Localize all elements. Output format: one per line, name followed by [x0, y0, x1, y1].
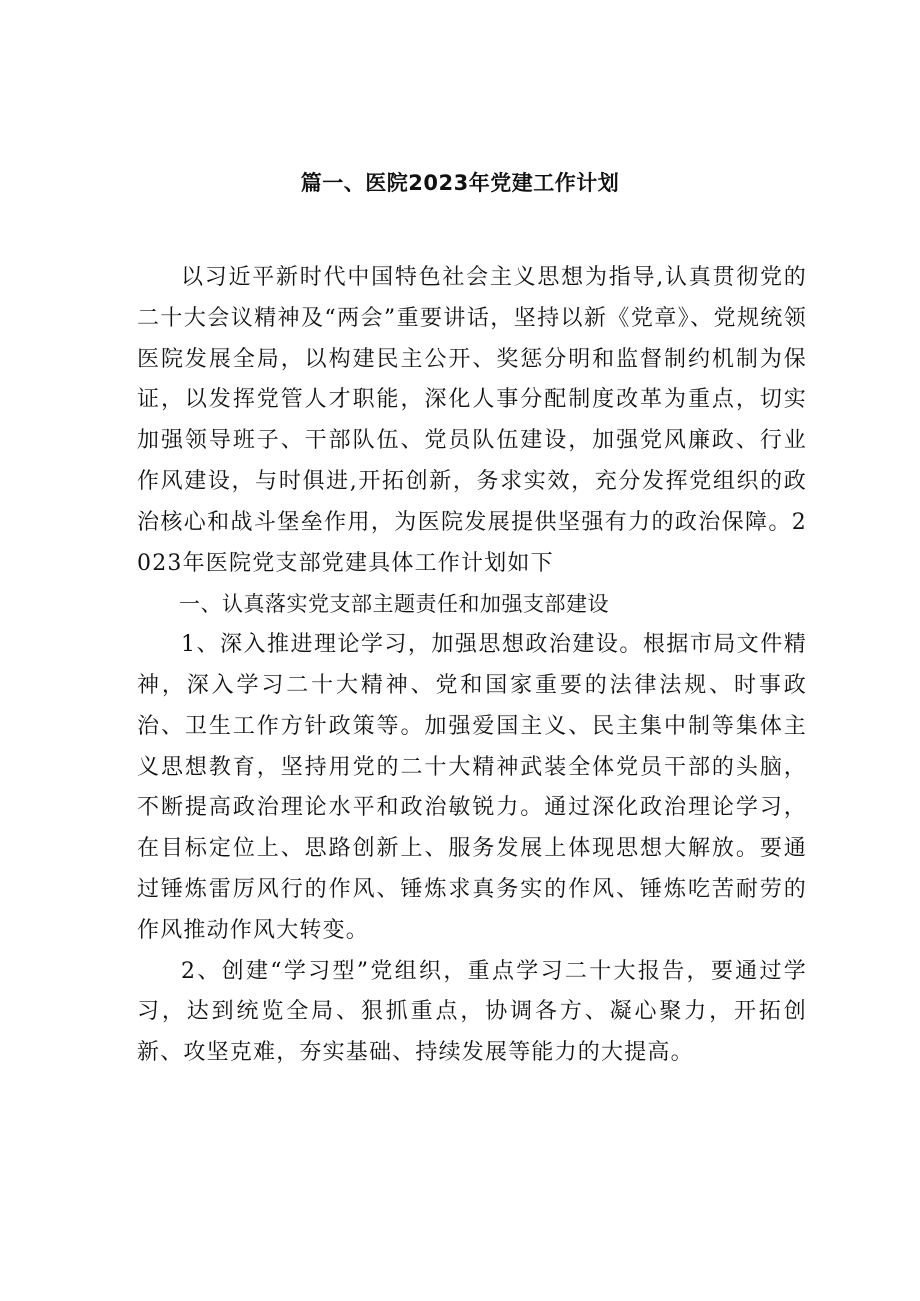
intro-paragraph: 以习近平新时代中国特色社会主义思想为指导,认真贯彻党的二十大会议精神及“两会”重要讲话，坚持以新《党章》、党规统领医院发展全局，以构建民主公开、奖惩分明和监督制约机制为保证，以发挥党管人才职能，深化人事分配制度改革为重点，切实加强领导班子、干部队伍、党员队伍建设，加强党风廉政、行业作风建设，与时俱进,开拓创新，务求实效，充分发挥党组织的政治核心和战斗堡垒作用，为医院发展提供坚强有力的政治保障。2023年医院党支部党建具体工作计划如下	[137, 265, 807, 576]
item-1-paragraph: 1、深入推进理论学习，加强思想政治建设。根据市局文件精神，深入学习二十大精神、党和国家重要的法律法规、时事政治、卫生工作方针政策等。加强爱国主义、民主集中制等集体主义思想教育，坚持用党的二十大精神武装全体党员干部的头脑，不断提高政治理论水平和政治敏锐力。通过深化政治理论学习，在目标定位上、思路创新上、服务发展上体现思想大解放。要通过锤炼雷厉风行的作风、锤炼求真务实的作风、锤炼吃苦耐劳的作风推动作风大转变。	[137, 632, 807, 943]
document-title: 篇一、医院2023年党建工作计划	[300, 171, 620, 195]
item-2-paragraph: 2、创建“学习型”党组织，重点学习二十大报告，要通过学习，达到统览全局、狠抓重点，协调各方、凝心聚力，开拓创新、攻坚克难，夯实基础、持续发展等能力的大提高。	[137, 958, 807, 1066]
document-body	[137, 258, 807, 1074]
section-heading: 一、认真落实党支部主题责任和加强支部建设	[179, 592, 609, 617]
